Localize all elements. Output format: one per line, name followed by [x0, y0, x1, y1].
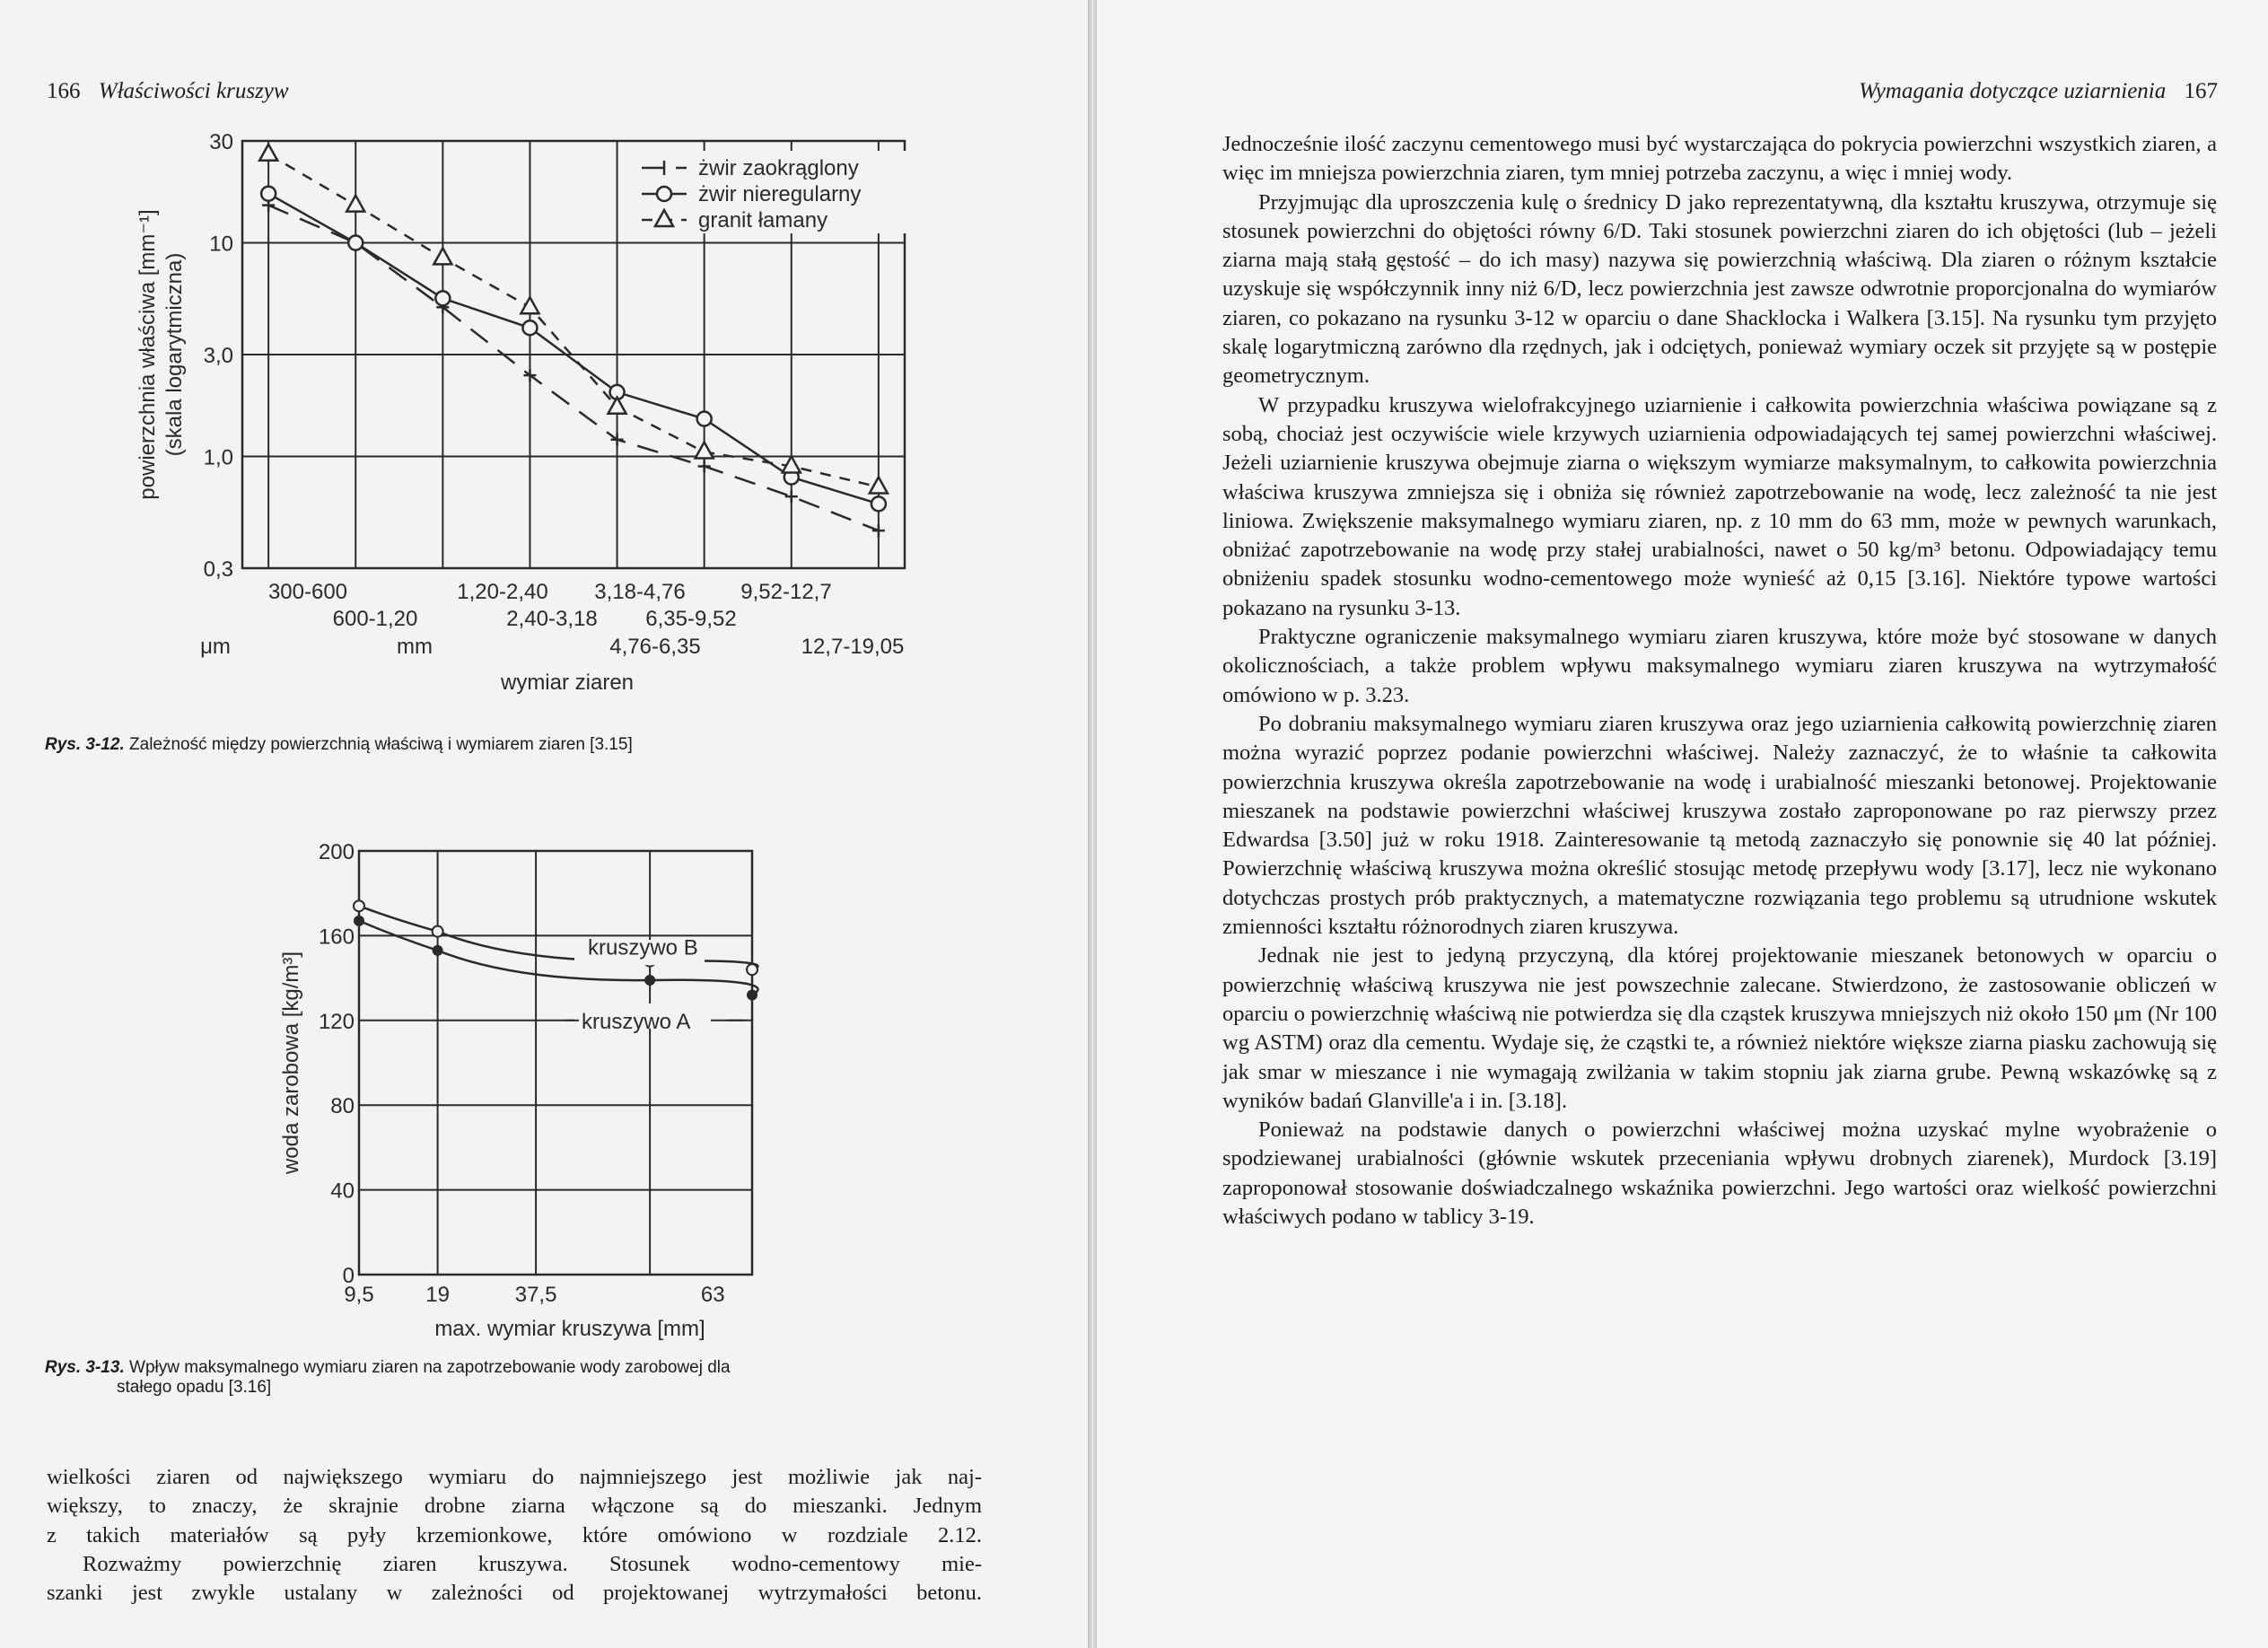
figure1-label: Rys. 3-12.	[45, 735, 125, 754]
y-tick-label: 200	[318, 840, 355, 864]
x-tick-label: 1,20-2,40	[457, 580, 548, 604]
y-tick-label: 160	[318, 925, 355, 950]
x-tick-label: 37,5	[514, 1283, 557, 1307]
data-point-open	[747, 964, 757, 975]
x-tick-label: mm	[397, 635, 433, 659]
mixing-water-chart	[0, 808, 1088, 1346]
page-number-right: 167	[2184, 79, 2218, 103]
data-point-plus	[785, 490, 798, 503]
figure2-caption-line2: stałego opadu [3.16]	[117, 1378, 272, 1397]
x-tick-label: 300-600	[267, 580, 348, 604]
y-tick-label: 3,0	[203, 344, 233, 368]
data-point-triangle	[346, 196, 364, 212]
y-tick-label: 80	[330, 1094, 355, 1119]
legend-label: granit łamany	[698, 208, 828, 232]
figure2-caption-line1: Wpływ maksymalnego wymiaru ziaren na zapotrzebowanie wody zarobowej dla	[129, 1358, 731, 1377]
book-spine	[1088, 0, 1097, 1648]
series-label-a: kruszywo A	[582, 1009, 691, 1034]
running-head-right	[1859, 79, 2218, 104]
figure1-caption-text: Zależność między powierzchnią właściwą i wymiarem ziaren [3.15]	[129, 735, 633, 754]
specific-surface-chart	[0, 0, 1088, 718]
y-tick-label: 0	[342, 1264, 355, 1288]
x-tick-label: 19	[425, 1283, 450, 1307]
data-point-plus	[698, 460, 711, 472]
running-title-left: Właściwości kruszyw	[98, 79, 289, 103]
data-point-open	[433, 926, 443, 937]
data-point-open	[354, 900, 364, 911]
right-page	[1097, 0, 2268, 1648]
data-point-circle	[261, 187, 276, 201]
data-point-circle	[348, 236, 363, 250]
paragraph: W przypadku kruszywa wielofrakcyjnego uziarnienie i całkowita powierzchnia właściwa powiązane są z sobą, chociaż jest oczywiście wiele krzywych uziarnienia odpowiadających tej samej powierzchni właściwej. Jeżeli uziarnienie kruszywa obejmuje ziarna o większym wymiarze maksymalnym, to całkowita powierzchnia właściwa kruszywa zmniejsza się i obniża się również zapotrzebowanie na wodę, lecz zależność ta nie jest liniowa. Zwiększenie maksymalnego wymiaru ziaren, np. z 10 mm do 63 mm, może w pewnych warunkach, obniżać zapotrzebowanie na wodę przy stałej urabialności, nawet o 50 kg/m³ betonu. Odpowiadający temu obniżeniu spadek stosunku wodno-cementowego może wynieść aż 0,15 [3.16]. Niektóre typowe wartości pokazano na rysunku 3-13.	[1222, 392, 2217, 620]
paragraph: Ponieważ na podstawie danych o powierzchni właściwej można uzyskać mylne wyobrażenie o spodziewanej urabialności (głównie wskutek przeceniania wpływu drobnych ziarenek), Murdock [3.19] zaproponował stosowanie doświadczalnego wskaźnika powierzchni. Jego wartości oraz wielkość powierzchni właściwych podano w tablicy 3-19.	[1222, 1118, 2217, 1229]
text-line: szanki jest zwykle ustalany w zależności od projektowanej wytrzymałości betonu.	[47, 1581, 982, 1606]
paragraph: Praktyczne ograniczenie maksymalnego wymiaru ziaren kruszywa, które może być stosowane w danych okolicznościach, a także problem wpływu maksymalnego wymiaru ziaren kruszywa na wytrzymałość omówiono w p. 3.23.	[1222, 625, 2217, 707]
plot-frame	[359, 851, 752, 1275]
data-point-circle	[435, 291, 450, 305]
y-tick-label: 30	[209, 130, 233, 154]
data-point-filled	[354, 916, 364, 926]
x-tick-label: 12,7-19,05	[801, 635, 905, 659]
x-tick-label: 63	[700, 1283, 725, 1307]
x-axis-label: wymiar ziaren	[500, 671, 635, 695]
x-tick-label: 2,40-3,18	[506, 607, 598, 631]
text-line: Rozważmy powierzchnię ziaren kruszywa. Stosunek wodno-cementowy mie-	[83, 1551, 982, 1576]
data-point-triangle	[870, 478, 888, 494]
data-point-triangle	[696, 443, 714, 459]
text-line: większy, to znaczy, że skrajnie drobne ziarna włączone są do mieszanki. Jednym	[47, 1494, 982, 1519]
x-tick-label: 3,18-4,76	[594, 580, 686, 604]
y-tick-label: 120	[318, 1009, 355, 1034]
data-point-circle	[871, 496, 886, 511]
data-point-plus	[872, 524, 885, 537]
left-page	[0, 0, 1088, 1648]
paragraph: Jednocześnie ilość zaczynu cementowego musi być wystarczająca do pokrycia powierzchni wszystkich ziaren, a więc im mniejsza powierzchnia ziaren, tym mniej potrzeba zaczynu, a więc i mniej wody.	[1222, 132, 2217, 186]
legend-label: żwir nieregularny	[698, 182, 862, 206]
left-body-text	[47, 1463, 982, 1608]
y-axis-label: woda zarobowa [kg/m³]	[279, 951, 303, 1175]
data-point-filled	[747, 989, 757, 1000]
x-tick-label: 600-1,20	[332, 607, 418, 631]
figure2-label: Rys. 3-13.	[45, 1358, 125, 1377]
y-tick-label: 1,0	[203, 445, 233, 470]
running-title-right: Wymagania dotyczące uziarnienia	[1859, 79, 2167, 103]
x-tick-label: 9,5	[344, 1283, 374, 1307]
series-label-b: kruszywo B	[588, 935, 698, 960]
data-point-circle	[697, 412, 712, 426]
x-tick-label: 6,35-9,52	[645, 607, 737, 631]
data-point-circle	[522, 320, 537, 335]
figure1-caption	[45, 735, 633, 755]
data-point-filled	[433, 945, 443, 956]
legend-label: żwir zaokrąglony	[698, 156, 859, 180]
right-body-text	[1222, 130, 2217, 1232]
data-point-triangle	[609, 398, 626, 414]
y-tick-label: 0,3	[203, 557, 233, 582]
x-tick-label: μm	[200, 635, 231, 659]
data-point-filled	[644, 975, 655, 986]
x-tick-label: 9,52-12,7	[740, 580, 832, 604]
y-axis-label-scale: (skala logarytmiczna)	[162, 252, 187, 457]
paragraph: Jednak nie jest to jedyną przyczyną, dla której projektowanie mieszanek betonowych w oparciu o powierzchnię właściwą kruszywa nie jest powszechnie zalecane. Stwierdzono, że zastosowanie obliczeń w oparciu o powierzchnię właściwą nie potwierdza się dla cząstek kruszywa mniejszych niż około 150 μm (Nr 100 wg ASTM) oraz dla cementu. Wydaje się, że cząstki te, a również niektóre większe ziarna piasku zachowują się jak smar w mieszance i nie wymagają zwilżania w takim stopniu jak ziarna grube. Pewną wskazówkę są z wyników badań Glanville'a i in. [3.18].	[1222, 943, 2217, 1113]
figure2-caption	[45, 1358, 978, 1398]
y-axis-label: powierzchnia właściwa [mm⁻¹]	[136, 209, 160, 500]
page-number-left: 166	[47, 79, 81, 103]
text-line: wielkości ziaren od największego wymiaru do najmniejszego jest możliwie jak naj-	[47, 1465, 982, 1489]
legend-marker	[657, 187, 671, 201]
x-axis-label: max. wymiar kruszywa [mm]	[434, 1317, 705, 1341]
paragraph: Przyjmując dla uproszczenia kulę o średnicy D jako reprezentatywną, dla kształtu kruszywa, otrzymuje się stosunek powierzchni do objętości równy 6/D. Taki stosunek powierzchni ziaren do ich objętości (lub – jeżeli ziarna mają stałą gęstość – do ich masy) nazywa się powierzchnią właściwą. Dla ziaren o różnym kształcie uzyskuje się współczynnik inny niż 6/D, lecz powierzchnia jest zawsze odwrotnie proporcjonalna do wymiarów ziaren, co pokazano na rysunku 3-12 w oparciu o dane Shacklocka i Walkera [3.15]. Na rysunku tym przyjęto skalę logarytmiczną zarówno dla rzędnych, jak i odciętych, ponieważ wymiary oczek sit przyjęte są w postępie geometrycznym.	[1222, 189, 2217, 389]
data-point-triangle	[259, 145, 277, 161]
y-tick-label: 40	[330, 1179, 355, 1204]
x-tick-label: 4,76-6,35	[609, 635, 701, 659]
data-point-triangle	[433, 248, 451, 264]
text-line: z takich materiałów są pyły krzemionkowe, które omówiono w rozdziale 2.12.	[47, 1522, 982, 1547]
data-point-triangle	[521, 297, 539, 313]
y-tick-label: 10	[209, 232, 233, 257]
paragraph: Po dobraniu maksymalnego wymiaru ziaren kruszywa oraz jego uziarnienia całkowitą powierzchnię ziaren można wyrazić poprzez podanie powierzchni właściwej. Należy zaznaczyć, że to właśnie ta całkowita powierzchnia kruszywa określa zapotrzebowanie na wodę i urabialność mieszanki betonowej. Projektowanie mieszanek na podstawie powierzchni właściwej kruszywa zostało zaproponowane po raz pierwszy przez Edwardsa [3.50] już w roku 1918. Zainteresowanie tą metodą zaznaczyło się ponownie się 40 lat później. Powierzchnię właściwą kruszywa można określić stosując metodę przepływu wody [3.17], lecz nie wykonano dotychczas prostych prób praktycznych, a matematyczne rozwiązania tego problemu są utrudnione wskutek zmienności kształtu różnorodnych ziaren kruszywa.	[1222, 711, 2217, 940]
